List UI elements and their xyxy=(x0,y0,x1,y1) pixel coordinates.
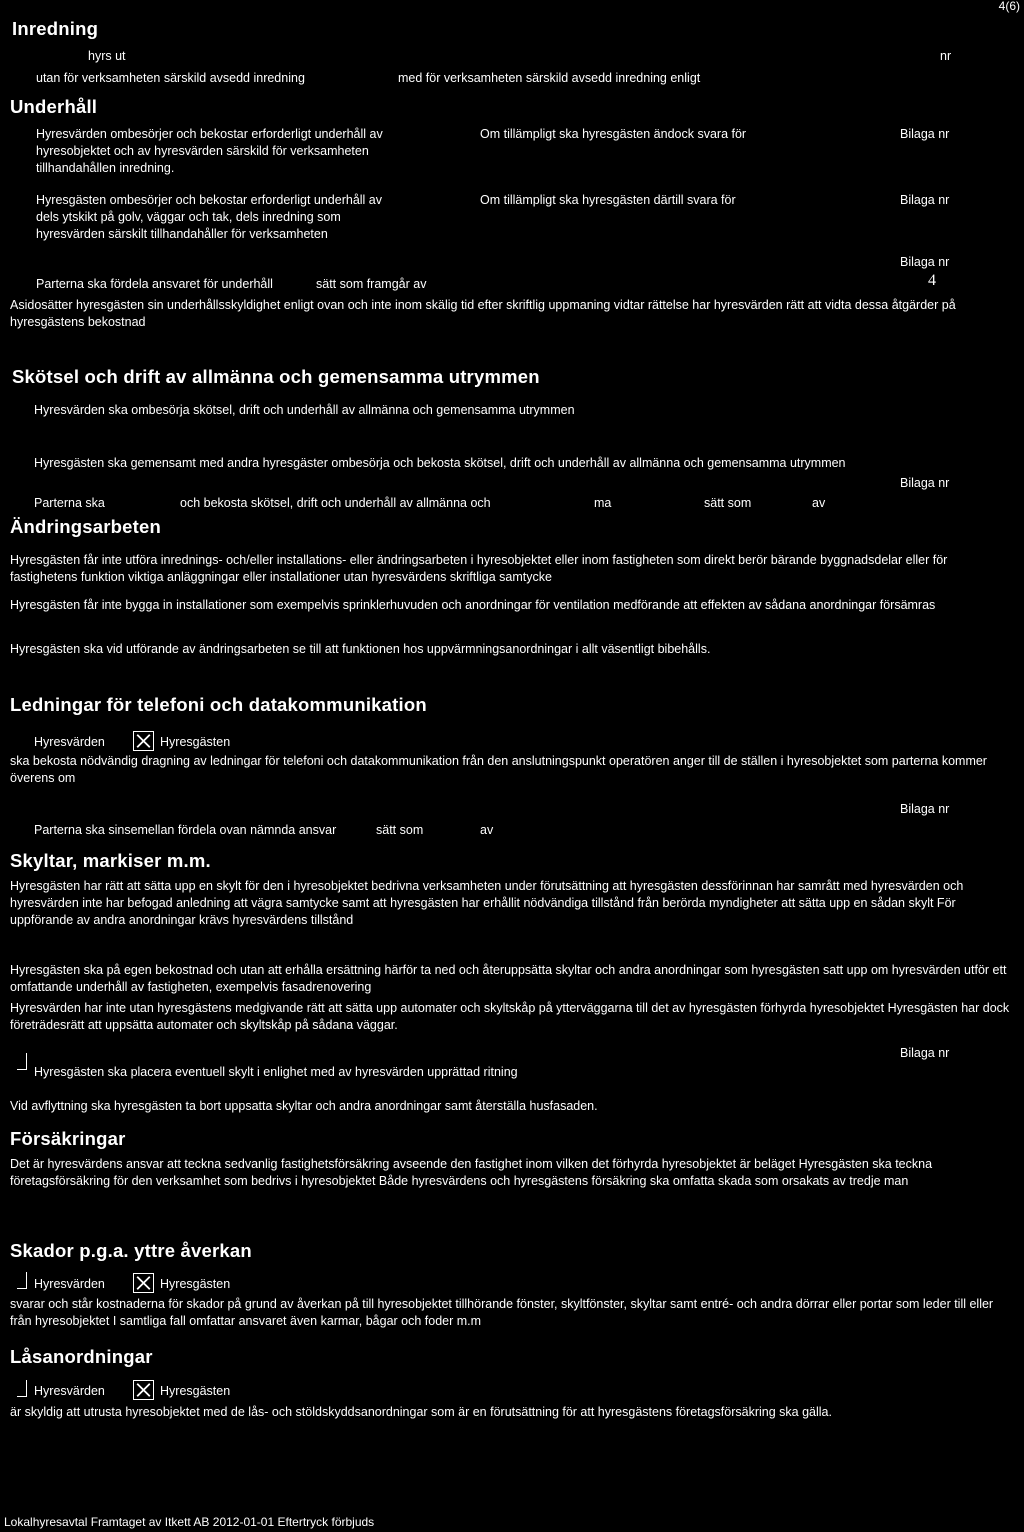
skador-hyresgasten-checkbox[interactable] xyxy=(133,1273,154,1293)
underhall-hyresgasten-text: Hyresgästen ombesörjer och bekostar erforderligt underhåll av dels ytskikt på golv, väggar och tak, dels inredning som hyresvärden särskilt tillhandahåller för verksamheten xyxy=(36,193,383,241)
underhall-parterna-bilaga-label: Bilaga nr xyxy=(900,255,950,269)
underhall-bilaga-number: 4 xyxy=(928,272,936,289)
ledningar-hyresvarden-option[interactable]: Hyresvärden xyxy=(34,735,105,749)
checked-x-icon xyxy=(134,1381,153,1399)
skotsel-parterna-label[interactable]: Parterna ska xyxy=(34,496,105,510)
checked-x-icon xyxy=(134,1274,153,1292)
skyltar-vid-avflyttning: Vid avflyttning ska hyresgästen ta bort uppsatta skyltar och andra anordningar samt återställa husfasaden. xyxy=(10,1099,598,1113)
ledningar-parterna-av-label: av xyxy=(480,823,494,837)
las-hyresgasten-option: Hyresgästen xyxy=(160,1384,231,1398)
underhall-hyresvarden-text: Hyresvärden ombesörjer och bekostar erforderligt underhåll av hyresobjektet och av hyresvärden särskild för verksamheten tillhandahållen inredning. xyxy=(36,127,383,175)
andring-paragraph-3: Hyresgästen ska vid utförande av ändringsarbeten se till att funktionen hos uppvärmningsanordningar i allt väsentligt bibehålls. xyxy=(10,642,711,656)
las-paragraph: är skyldig att utrusta hyresobjektet med de lås- och stöldskyddsanordningar som är en förutsättning för att hyresgästens företagsförsäkring ska gälla. xyxy=(10,1405,832,1419)
las-hyresvarden-checkbox[interactable] xyxy=(17,1380,27,1397)
skador-hyresgasten-option: Hyresgästen xyxy=(160,1277,231,1291)
underhall-parterna-satt-label: sätt som framgår av xyxy=(316,277,427,291)
skyltar-bilaga-label: Bilaga nr xyxy=(900,1046,950,1060)
skyltar-paragraph-1: Hyresgästen har rätt att sätta upp en skylt för den i hyresobjektet bedrivna verksamheten under förutsättning att hyresgästen dessförinnan har samrått med hyresvärden och hyresvärden inte har befogad anledning att vägra samtycke samt att hyresgästen har erhållit nödvändiga tillstånd från berörda myndigheter att sätta upp en sådan skylt För uppförande av andra anordningar krävs hyresvärdens tillstånd xyxy=(10,879,964,927)
ledningar-bilaga-label: Bilaga nr xyxy=(900,802,950,816)
skador-hyresvarden-option: Hyresvärden xyxy=(34,1277,105,1291)
underhall-asidosatter-paragraph: Asidosätter hyresgästen sin underhållsskyldighet enligt ovan och inte inom skälig tid efter skriftlig uppmaning vidtar rättelse har hyresvärden rätt att vidta dessa åtgärder på hyresgästens bekostnad xyxy=(10,298,956,329)
ledningar-hyresgasten-option[interactable]: Hyresgästen xyxy=(160,735,231,749)
inredning-med-option[interactable]: med för verksamheten särskild avsedd inredning enligt xyxy=(398,71,701,85)
inredning-hyrs-ut-label: hyrs ut xyxy=(88,49,126,63)
skyltar-paragraph-2: Hyresgästen ska på egen bekostnad och utan att erhålla ersättning härför ta ned och återuppsätta skyltar och andra anordningar som hyresgästen satt upp om hyresvärden utför ett omfattande underhåll av fastigheten, exempelvis fasadrenovering xyxy=(10,963,1007,994)
skotsel-parterna-fragment: ma xyxy=(594,496,612,510)
ledningar-parterna-label[interactable]: Parterna ska sinsemellan fördela ovan nämnda ansvar xyxy=(34,823,337,837)
skotsel-parterna-satt-label: sätt som xyxy=(704,496,752,510)
section-title-underhall: Underhåll xyxy=(10,96,98,117)
skotsel-parterna-text: och bekosta skötsel, drift och underhåll av allmänna och xyxy=(180,496,491,510)
section-title-inredning: Inredning xyxy=(12,18,99,39)
section-title-skotsel: Skötsel och drift av allmänna och gemensamma utrymmen xyxy=(12,366,540,387)
ledningar-hyresgasten-checkbox[interactable] xyxy=(133,731,154,751)
andring-paragraph-1: Hyresgästen får inte utföra inrednings- och/eller installations- eller ändringsarbeten i hyresobjektet eller inom fastigheten som direkt berör bärande byggnadsdelar eller för fastighetens funktion viktiga anläggningar eller installationer utan hyresvärdens skriftliga samtycke xyxy=(10,553,948,584)
inredning-nr-label: nr xyxy=(940,49,952,63)
underhall-hyresvarden-om-label: Om tillämpligt ska hyresgästen ändock svara för xyxy=(480,127,747,141)
page-number: 4(6) xyxy=(998,0,1020,13)
las-hyresgasten-checkbox[interactable] xyxy=(133,1380,154,1400)
inredning-utan-option[interactable]: utan för verksamheten särskild avsedd inredning xyxy=(36,71,305,85)
section-title-skador: Skador p.g.a. yttre åverkan xyxy=(10,1240,252,1261)
skyltar-placera-checkbox[interactable] xyxy=(17,1053,27,1070)
andring-paragraph-2: Hyresgästen får inte bygga in installationer som exempelvis sprinklerhuvuden och anordningar för ventilation medförande att effekten av sådana anordningar försämras xyxy=(10,598,936,612)
skotsel-parterna-av-label: av xyxy=(812,496,826,510)
underhall-parterna-label: Parterna ska fördela ansvaret för underhåll xyxy=(36,277,273,291)
section-title-andringsarbeten: Ändringsarbeten xyxy=(10,516,162,537)
underhall-hyresgasten-bilaga-label: Bilaga nr xyxy=(900,193,950,207)
skotsel-hyresvarden-option[interactable]: Hyresvärden ska ombesörja skötsel, drift och underhåll av allmänna och gemensamma utrymmen xyxy=(34,403,575,417)
ledningar-parterna-satt-label: sätt som xyxy=(376,823,424,837)
underhall-hyresgasten-om-label: Om tillämpligt ska hyresgästen därtill svara för xyxy=(480,193,736,207)
footer-text: Lokalhyresavtal Framtaget av Itkett AB 2012-01-01 Eftertryck förbjuds xyxy=(4,1515,375,1529)
skyltar-paragraph-3: Hyresvärden har inte utan hyresgästens medgivande rätt att sätta upp automater och skyltskåp på ytterväggarna till det av hyresgästen förhyrda hyresobjektet Hyresgästen har dock företrädesrätt att uppsätta automater och skyltskåp på sådana väggar. xyxy=(10,1001,1010,1032)
section-title-forsakringar: Försäkringar xyxy=(10,1128,126,1149)
las-hyresvarden-option: Hyresvärden xyxy=(34,1384,105,1398)
skyltar-placera-label: Hyresgästen ska placera eventuell skylt i enlighet med av hyresvärden upprättad ritning xyxy=(34,1065,518,1079)
section-title-lasanordningar: Låsanordningar xyxy=(10,1346,153,1367)
skador-paragraph: svarar och står kostnaderna för skador på grund av åverkan på till hyresobjektet tillhörande fönster, skyltfönster, skyltar samt entré- och andra dörrar eller portar som leder till eller från hyresobjektet I samtliga fall omfattar ansvaret även karmar, bågar och foder m.m xyxy=(10,1297,994,1328)
skotsel-bilaga-label: Bilaga nr xyxy=(900,476,950,490)
checked-x-icon xyxy=(134,732,153,750)
section-title-skyltar: Skyltar, markiser m.m. xyxy=(10,850,211,871)
skador-hyresvarden-checkbox[interactable] xyxy=(17,1272,27,1289)
forsakring-paragraph: Det är hyresvärdens ansvar att teckna sedvanlig fastighetsförsäkring avseende den fastighet inom vilken det förhyrda hyresobjektet är beläget Hyresgästen ska teckna företagsförsäkring för den verksamhet som bedrivs i hyresobjektet Både hyresvärdens och hyresgästens försäkring ska omfatta skada som orsakats av tredje man xyxy=(10,1157,933,1188)
underhall-hyresvarden-bilaga-label: Bilaga nr xyxy=(900,127,950,141)
section-title-ledningar: Ledningar för telefoni och datakommunikation xyxy=(10,694,427,715)
ledningar-paragraph: ska bekosta nödvändig dragning av ledningar för telefoni och datakommunikation från den anslutningspunkt operatören anger till de ställen i hyresobjektet som parterna kommer överens om xyxy=(10,754,987,785)
skotsel-hyresgasten-option[interactable]: Hyresgästen ska gemensamt med andra hyresgäster ombesörja och bekosta skötsel, drift och underhåll av allmänna och gemensamma utrymmen xyxy=(34,456,846,470)
